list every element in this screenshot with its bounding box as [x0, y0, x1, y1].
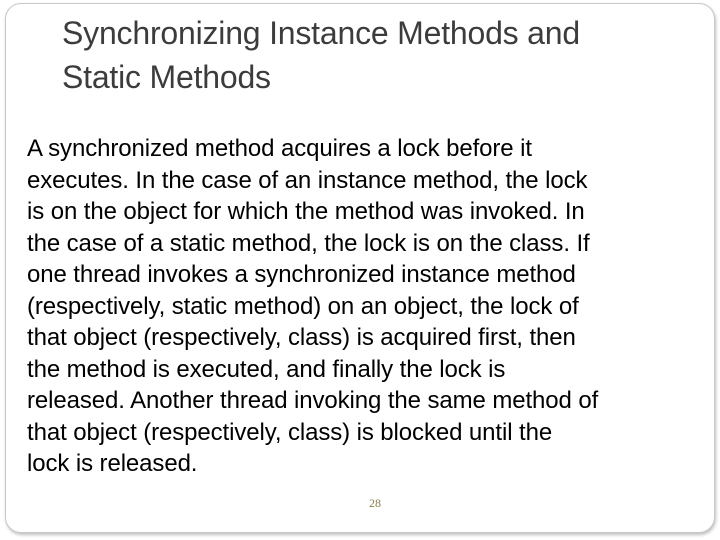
body-line: A synchronized method acquires a lock before it — [27, 135, 532, 162]
body-line: the method is executed, and finally the lock is — [27, 355, 506, 383]
body-line: (respectively, static method) on an object, the lock of — [27, 292, 579, 320]
body-line: that object (respectively, class) is acquired first, then — [27, 324, 576, 351]
slide-body-text — [27, 133, 707, 480]
body-line: that object (respectively, class) is blocked until the — [27, 418, 553, 446]
title-line: Static Methods — [62, 59, 271, 95]
body-line: is on the object for which the method was invoked. In — [27, 198, 585, 225]
body-line: the case of a static method, the lock is on the class. If — [27, 229, 590, 257]
body-line: lock is released. — [27, 450, 198, 477]
title-line: Synchronizing Instance Methods and — [62, 15, 580, 51]
body-line: released. Another thread invoking the same method of — [27, 387, 599, 414]
page-number: 28 — [369, 496, 381, 510]
slide-title — [62, 11, 682, 99]
body-line: one thread invokes a synchronized instance method — [27, 261, 576, 288]
body-line: executes. In the case of an instance method, the lock — [27, 166, 588, 194]
